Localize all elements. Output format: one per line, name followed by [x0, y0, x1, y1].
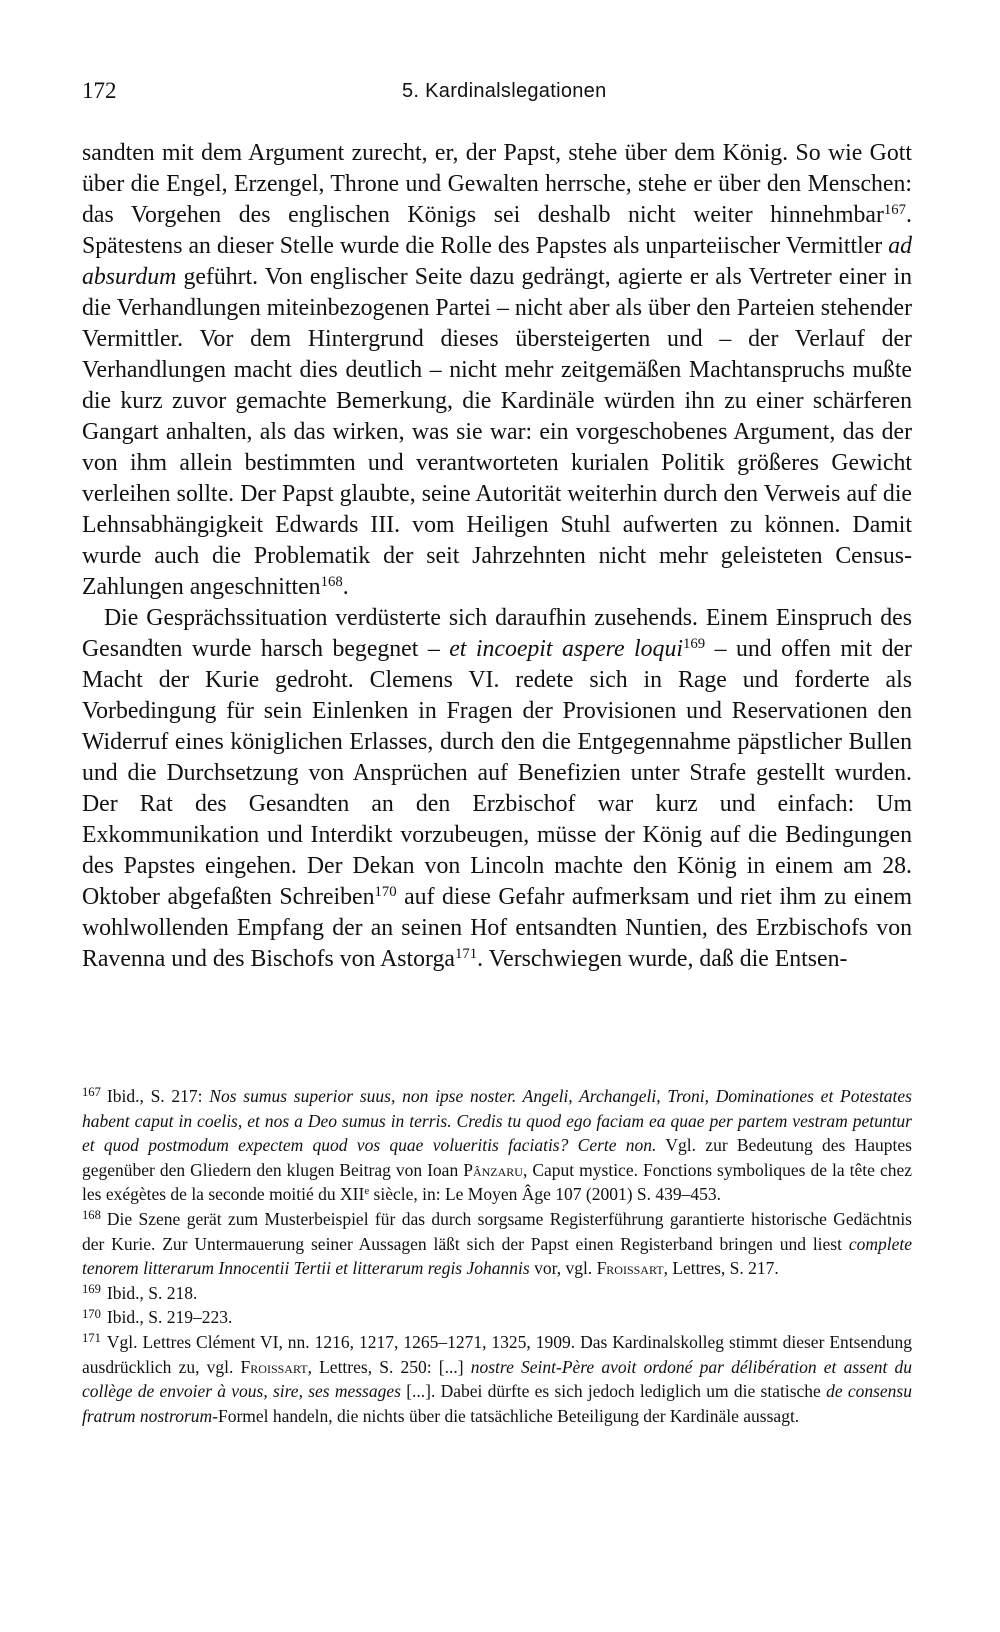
text-run: auf diese Gefahr aufmerksam und riet ihm zu einem wohlwollenden Empfang der an seinen Hof entsandten Nuntien, des Erzbischofs von Ravenna und des Bischofs von Astorga [82, 884, 912, 972]
footnote-number: 170 [82, 1306, 101, 1321]
text-run: [...]. Dabei dürfte es sich jedoch lediglich um die statische [400, 1381, 827, 1402]
author-name: Froissart [240, 1356, 308, 1377]
footnote-number: 167 [82, 1085, 101, 1100]
footnote-ref-170: 170 [374, 883, 397, 900]
footnote-170 [82, 1305, 912, 1330]
text-run: Ibid., S. 218. [106, 1282, 198, 1303]
author-name: Froissart [596, 1258, 664, 1279]
italic-phrase: de consensu fratrum nostrorum [82, 1381, 912, 1426]
main-text [82, 138, 912, 975]
footnote-ref-171: 171 [455, 945, 478, 962]
page-number: 172 [82, 78, 117, 103]
superscript: e [364, 1185, 370, 1198]
text-run: . Spätestens an dieser Stelle wurde die Rolle des Papstes als unparteiischer Vermittler [82, 202, 912, 259]
italic-phrase: ad absurdum [82, 233, 912, 290]
running-head: 5. Kardinalslegationen [402, 80, 607, 102]
text-run: , Lettres, S. 250: [...] [307, 1356, 471, 1377]
text-run: . Verschwiegen wurde, daß die Entsen- [477, 946, 848, 972]
text-run: Die Szene gerät zum Musterbeispiel für das durch sorgsame Registerführung garantierte historische Gedächtnis der Kurie. Zur Untermauerung seiner Aussagen läßt sich der Papst einen Registerband bringen und liest [82, 1208, 912, 1254]
footnote-ref-169: 169 [682, 635, 706, 652]
footnote-168 [82, 1207, 912, 1281]
text-run: geführt. Von englischer Seite dazu gedrängt, agierte er als Vertreter einer in die Verhandlungen miteinbezogenen Partei – nicht aber als über den Parteien stehender Vermittler. Vor dem Hintergrund dieses übersteigerten und – der Verlauf der Verhandlungen macht dies deutlich – nicht mehr zeitgemäßen Machtanspruchs mußte die kurz zuvor gemachte Bemerkung, die Kardinäle würden ihn zu einer schärferen Gangart anhalten, als das wirken, was sie war: ein vorgeschobenes Argument, das der von ihm allein bestimmten und verantworteten kurialen Politik größeres Gewicht verleihen sollte. Der Papst glaubte, seine Autorität weiterhin durch den Verweis auf die Lehnsabhängigkeit Edwards III. vom Heiligen Stuhl aufwerten zu können. Damit wurde auch die Problematik der seit Jahrzehnten nicht mehr geleisteten Census-Zahlungen angeschnitten [82, 264, 912, 600]
italic-phrase: complete tenorem litterarum Innocentii Tertii et litterarum regis Johannis [82, 1233, 912, 1279]
text-run: Vgl. Lettres Clément VI, nn. 1216, 1217, 1265–1271, 1325, 1909. Das Kardinalskolleg stimmt dieser Entsendung ausdrücklich zu, vgl. [82, 1331, 912, 1377]
footnote-171 [82, 1330, 912, 1428]
author-name: Pânzaru [463, 1159, 523, 1180]
text-run: Vgl. zur Bedeutung des Hauptes gegenüber den Gliedern den klugen Beitrag von Ioan [82, 1135, 912, 1180]
text-run: Ibid., S. 219–223. [106, 1307, 233, 1328]
footnote-number: 169 [82, 1282, 101, 1297]
text-run: Die Gesprächssituation verdüsterte sich daraufhin zusehends. Einem Einspruch des Gesandten wurde harsch begegnet – [82, 605, 912, 662]
footnote-167 [82, 1084, 912, 1207]
italic-phrase: nostre Seint-Père avoit ordoné par délibération et assent du collège de envoier à vous, sire, ses messages [82, 1356, 912, 1402]
italic-phrase: Nos sumus superior suus, non ipse noster. Angeli, Archangeli, Troni, Dominationes et Potestates habent caput in coelis, et nos a Deo sumus in terris. Credis tu quod ego faciam ea quae per partem vestram petuntur et quod postmodum expectem quod vos quae volueritis faciatis? Certe non. [82, 1086, 912, 1156]
paragraph-2 [82, 603, 912, 975]
text-run: . [342, 574, 349, 600]
footnotes [82, 1084, 912, 1428]
text-run: sandten mit dem Argument zurecht, er, der Papst, stehe über dem König. So wie Gott über die Engel, Erzengel, Throne und Gewalten herrsche, stehe er über den Menschen: das Vorgehen des englischen Königs sei deshalb nicht weiter hinnehmbar [82, 140, 912, 228]
footnote-ref-168: 168 [320, 573, 343, 590]
text-run: -Formel handeln, die nichts über die tatsächliche Beteiligung der Kardinäle aussagt. [212, 1405, 800, 1426]
italic-phrase: et incoepit aspere loqui [449, 636, 683, 662]
text-run: , Lettres, S. 217. [663, 1258, 779, 1279]
text-run: Ibid., S. 217: [106, 1086, 210, 1106]
text-run: – und offen mit der Macht der Kurie gedroht. Clemens VI. redete sich in Rage und forderte als Vorbedingung für sein Einlenken in Fragen der Provisionen und Reservationen den Widerruf eines königlichen Erlasses, durch den die Entgegennahme päpstlicher Bullen und die Durchsetzung von Ansprüchen auf Benefizien unter Strafe gestellt wurden. Der Rat des Gesandten an den Erzbischof war kurz und einfach: Um Exkommunikation und Interdikt vorzubeugen, müsse der König auf die Bedingungen des Papstes eingehen. Der Dekan von Lincoln machte den König in einem am 28. Oktober abgefaßten Schreiben [82, 636, 912, 910]
footnote-169 [82, 1281, 912, 1306]
text-run: , Caput mystice. Fonctions symboliques de la tête chez les exégètes de la seconde moitié du XII [82, 1159, 912, 1205]
text-run: siècle, in: Le Moyen Âge 107 (2001) S. 439–453. [369, 1184, 722, 1205]
paragraph-1 [82, 138, 912, 603]
text-run: vor, vgl. [529, 1258, 597, 1279]
footnote-number: 171 [82, 1331, 101, 1346]
footnote-number: 168 [82, 1208, 101, 1223]
footnote-ref-167: 167 [883, 201, 907, 218]
